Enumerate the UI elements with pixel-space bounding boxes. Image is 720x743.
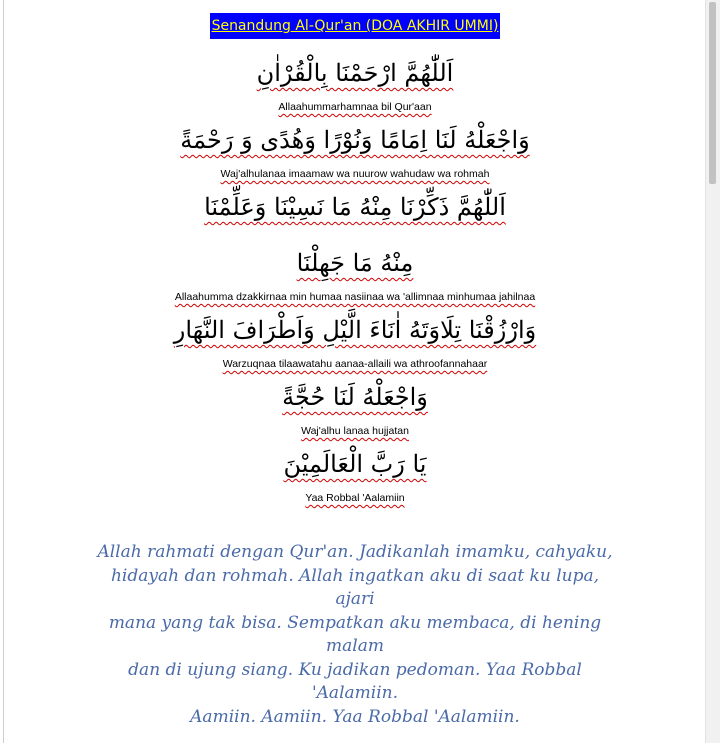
verse-line: mana yang tak bisa. Sempatkan aku membaca, di hening malam bbox=[108, 612, 602, 656]
arabic-line-6: وَاجْعَلْهُ لَنَا حُجَّةً bbox=[282, 383, 428, 411]
verse-line: Aamiin. Aamiin. Yaa Robbal 'Aalamiin. bbox=[190, 706, 520, 727]
arabic-line-3: اَللّٰهُمَّ ذَكِّرْنَا مِنْهُ مَا نَسِيْنَا وَعَلِّمْنَا bbox=[204, 193, 506, 221]
indonesian-verse bbox=[95, 541, 615, 729]
scrollbar-thumb[interactable] bbox=[709, 2, 716, 184]
verse-line: Allah rahmati dengan Qur'an. Jadikanlah imamku, cahyaku, bbox=[97, 542, 613, 562]
arabic-line-1: اَللّٰهُمَّ ارْحَمْنَا بِالْقُرْاٰنِ bbox=[256, 59, 454, 87]
verse-line: dan di ujung siang. Ku jadikan pedoman. Yaa Robbal 'Aalamiin. bbox=[128, 659, 582, 703]
transliteration-line-6: Yaa Robbal 'Aalamiin bbox=[305, 492, 405, 504]
transliteration-line-2: Waj'alhulanaa imaamaw wa nuurow wahudaw wa rohmah bbox=[220, 168, 490, 180]
transliteration-line-1: Allaahummarhamnaa bil Qur'aan bbox=[278, 101, 432, 113]
arabic-line-5: وَارْزُقْنَا تِلَاوَتَهُ اٰنَاءَ الَّيْلِ وَاَطْرَافَ النَّهَارِ bbox=[173, 316, 537, 344]
arabic-line-7: يَا رَبَّ الْعَالَمِيْنَ bbox=[283, 450, 427, 478]
vertical-scrollbar[interactable] bbox=[705, 0, 720, 743]
arabic-line-2: وَاجْعَلْهُ لَنَا اِمَامًا وَنُوْرًا وَهُدًى وَ رَحْمَةً bbox=[180, 126, 530, 154]
verse-line: hidayah dan rohmah. Allah ingatkan aku di saat ku lupa, ajari bbox=[110, 565, 600, 609]
document-content bbox=[4, 0, 706, 729]
document-title: Senandung Al-Qur'an (DOA AKHIR UMMI) bbox=[210, 13, 501, 39]
transliteration-line-5: Waj'alhu lanaa hujjatan bbox=[301, 425, 409, 437]
transliteration-line-4: Warzuqnaa tilaawatahu aanaa-allaili wa athroofannahaar bbox=[222, 358, 488, 370]
arabic-line-4: مِنْهُ مَا جَهِلْنَا bbox=[296, 249, 414, 277]
transliteration-line-3: Allaahumma dzakkirnaa min humaa nasiinaa wa 'allimnaa minhumaa jahilnaa bbox=[174, 291, 536, 303]
